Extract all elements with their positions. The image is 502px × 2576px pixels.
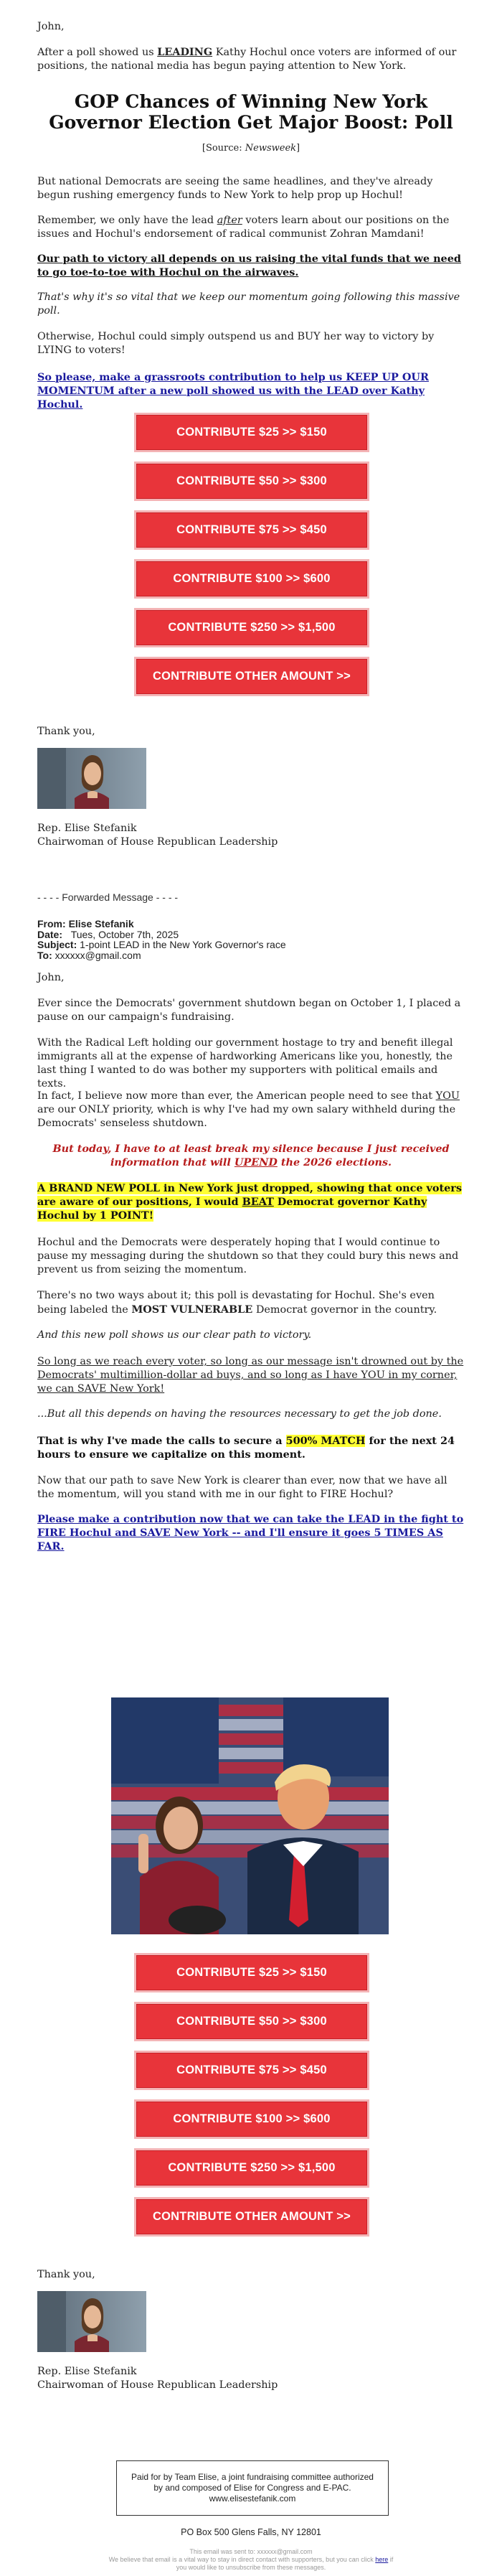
- contribute-250-button[interactable]: CONTRIBUTE $250 >> $1,500: [136, 610, 367, 645]
- paragraph-devastating: There's no two ways about it; this poll is devastating for Hochul. She's even being labeled the MOST VULNERABLE Democrat governor in the country.: [37, 1290, 437, 1316]
- contribute-other-button[interactable]: CONTRIBUTE OTHER AMOUNT >>: [136, 659, 367, 694]
- signoff-thanks-2: Thank you,: [37, 2269, 95, 2280]
- paragraph-match: That is why I've made the calls to secure a 500% MATCH for the next 24 hours to ensure we capitalize on this moment.: [37, 1435, 455, 1461]
- contribute-25-button[interactable]: CONTRIBUTE $25 >> $150: [136, 415, 367, 450]
- forwarded-divider: - - - - Forwarded Message - - - -: [37, 891, 179, 903]
- paragraph-resources: ...But all this depends on having the resources necessary to get the job done.: [37, 1408, 442, 1420]
- paid-for-disclaimer: [116, 2460, 389, 2516]
- mailing-address: PO Box 500 Glens Falls, NY 12801: [181, 2527, 321, 2537]
- paragraph-priority: In fact, I believe now more than ever, the American people need to see that YOU are our ONLY priority, which is why I've had my own salary withheld during the Democrats' senseless shutdown.: [37, 1090, 460, 1129]
- campaign-photo: [111, 1697, 389, 1934]
- contribute-link-bottom[interactable]: Please make a contribution now that we can take the LEAD in the fight to FIRE Hochul and SAVE New York -- and I'll ensure it goes 5 TIMES AS FAR.: [37, 1513, 464, 1552]
- intro-paragraph: After a poll showed us LEADING Kathy Hochul once voters are informed of our positions, the national media has begun paying attention to New York.: [37, 46, 457, 72]
- greeting: John,: [37, 21, 65, 32]
- paragraph-outspend: Otherwise, Hochul could simply outspend us and BUY her way to victory by LYING to voters!: [37, 331, 435, 356]
- contribute-100-button[interactable]: CONTRIBUTE $100 >> $600: [136, 561, 367, 596]
- contribute-50-button-2[interactable]: CONTRIBUTE $50 >> $300: [136, 2004, 367, 2039]
- paragraph-hochul-hoping: Hochul and the Democrats were desperately hoping that I would continue to pause my messaging during the shutdown so that they could bury this news and prevent us from seizing the momentum.: [37, 1237, 459, 1275]
- paragraph-momentum: That's why it's so vital that we keep our momentum going following this massive poll.: [37, 291, 460, 317]
- contribute-other-button-2[interactable]: CONTRIBUTE OTHER AMOUNT >>: [136, 2199, 367, 2234]
- signoff-title: Chairwoman of House Republican Leadership: [37, 836, 278, 848]
- paragraph-radical-left: With the Radical Left holding our government hostage to try and benefit illegal immigrants all at the expense of hardworking Americans like you, honestly, the last thing I wanted to do was bother my supporters with political emails and texts.: [37, 1037, 453, 1090]
- unsubscribe-line: We believe that email is a vital way to stay in direct contact with supporters, but you can click here if you would like to unsubscribe from these messages.: [108, 2556, 394, 2571]
- headline: GOP Chances of Winning New York Governor Election Get Major Boost: Poll: [49, 91, 453, 133]
- contribute-100-button-2[interactable]: CONTRIBUTE $100 >> $600: [136, 2102, 367, 2137]
- paragraph-stand-with-me: Now that our path to save New York is clearer than ever, now that we have all the momentum, will you stand with me in our fight to FIRE Hochul?: [37, 1475, 447, 1500]
- forwarded-greeting: John,: [37, 972, 65, 983]
- contribute-75-button-2[interactable]: CONTRIBUTE $75 >> $450: [136, 2053, 367, 2088]
- paragraph-path-to-victory: Our path to victory all depends on us raising the vital funds that we need to go toe-to-toe with Hochul on the airwaves.: [37, 253, 461, 278]
- source-line: [Source: Newsweek]: [202, 143, 300, 154]
- avatar-2: [37, 2291, 146, 2352]
- paragraph-break-silence: But today, I have to at least break my silence because I just received information that will UPEND the 2026 elections.: [52, 1143, 450, 1168]
- contribute-50-button[interactable]: CONTRIBUTE $50 >> $300: [136, 464, 367, 499]
- paid-for-text: Paid for by Team Elise, a joint fundraising committee authorized by and composed of Elise for Congress and E-PAC. www.elisestefanik.com: [131, 2472, 374, 2504]
- portrait-image: [37, 748, 146, 809]
- contribute-25-button-2[interactable]: CONTRIBUTE $25 >> $150: [136, 1955, 367, 1990]
- paragraph-national-democrats: But national Democrats are seeing the same headlines, and they've already begun rushing emergency funds to New York to help prop up Hochul!: [37, 176, 433, 201]
- signoff-thanks: Thank you,: [37, 726, 95, 737]
- signoff-name: Rep. Elise Stefanik: [37, 823, 137, 834]
- forwarded-header: From: Elise Stefanik Date: Tues, October 7th, 2025 Subject: 1-point LEAD in the New York Governor's race To: xxxxxx@gmail.com: [37, 918, 286, 961]
- signoff-title-2: Chairwoman of House Republican Leadership: [37, 2379, 278, 2391]
- contribute-link-top[interactable]: So please, make a grassroots contribution to help us KEEP UP OUR MOMENTUM after a new poll showed us with the LEAD over Kathy Hochul.: [37, 371, 429, 411]
- unsubscribe-link[interactable]: here: [375, 2556, 389, 2563]
- paragraph-reach-every-voter: So long as we reach every voter, so long as our message isn't drowned out by the Democrats' multimillion-dollar ad buys, and so long as I have YOU in my corner, we can SAVE New York!: [37, 1356, 464, 1395]
- paragraph-lead: Remember, we only have the lead after voters learn about our positions on the issues and Hochul's endorsement of radical communist Zohran Mamdani!: [37, 215, 450, 240]
- paragraph-clear-path: And this new poll shows us our clear path to victory.: [37, 1329, 312, 1341]
- avatar: [37, 748, 146, 809]
- sent-to-line: This email was sent to: xxxxxx@gmail.com: [189, 2548, 313, 2555]
- contribute-250-button-2[interactable]: CONTRIBUTE $250 >> $1,500: [136, 2150, 367, 2186]
- paragraph-shutdown: Ever since the Democrats' government shutdown began on October 1, I placed a pause on our campaign's fundraising.: [37, 998, 461, 1023]
- paragraph-new-poll: A BRAND NEW POLL in New York just dropped, showing that once voters are aware of our positions, I would BEAT Democrat governor Kathy Hochul by 1 POINT!: [37, 1182, 462, 1222]
- portrait-image-2: [37, 2291, 146, 2352]
- flags-photo-image: [111, 1697, 389, 1934]
- signoff-name-2: Rep. Elise Stefanik: [37, 2366, 137, 2377]
- contribute-75-button[interactable]: CONTRIBUTE $75 >> $450: [136, 512, 367, 548]
